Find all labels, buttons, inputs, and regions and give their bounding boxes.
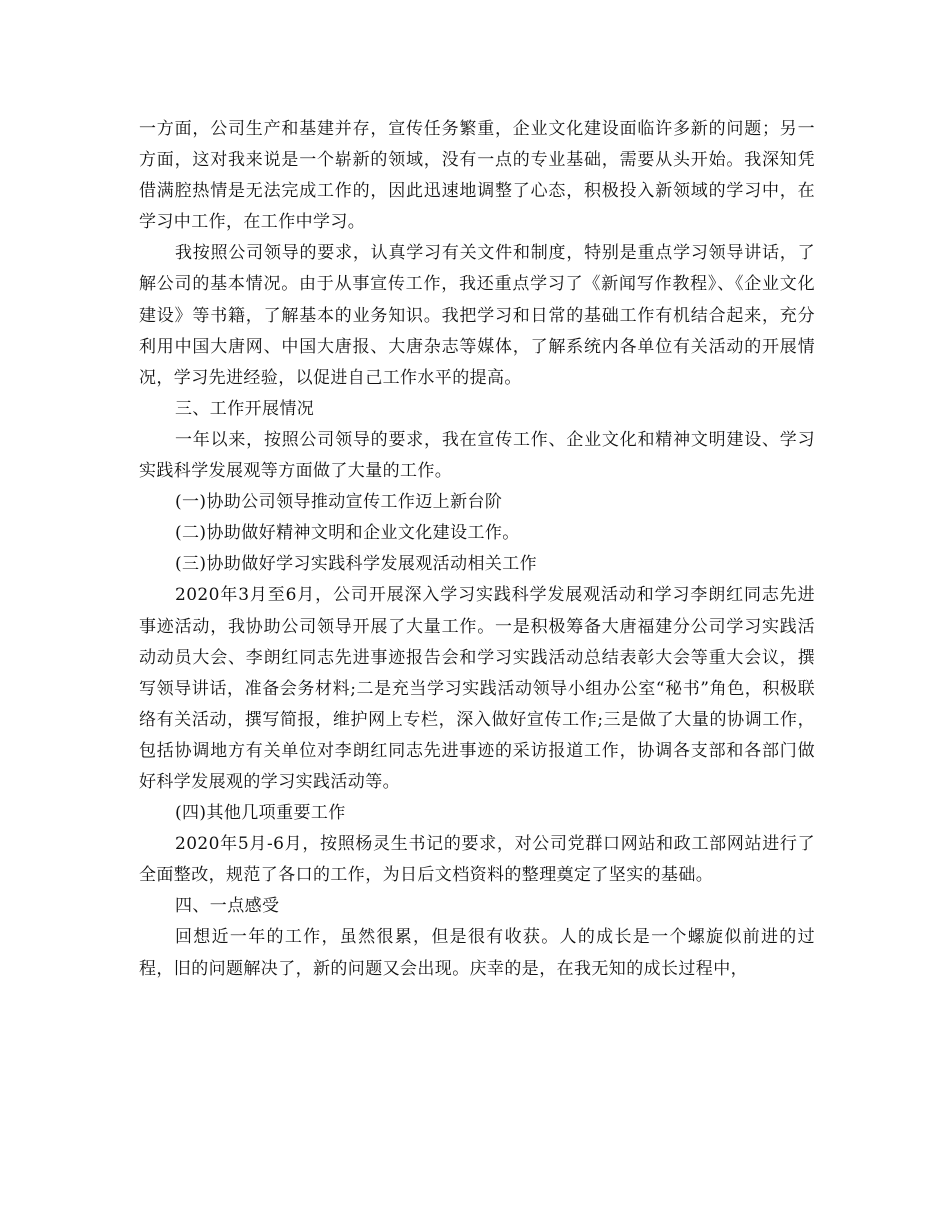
paragraph-intro: 一方面，公司生产和基建并存，宣传任务繁重，企业文化建设面临许多新的问题；另一方面，这对我来说是一个崭新的领域，没有一点的专业基础，需要从头开始。我深知凭借满腔热情是无法完成工作的，因此迅速地调整了心态，积极投入新领域的学习中，在学习中工作，在工作中学习。 (139, 119, 815, 233)
section-heading-reflection: 四、一点感受 (175, 896, 280, 917)
subheading-other-work: (四)其他几项重要工作 (175, 803, 346, 824)
subheading-civilization: (二)协助做好精神文明和企业文化建设工作。 (175, 523, 520, 544)
subheading-publicity: (一)协助公司领导推动宣传工作迈上新台阶 (175, 492, 503, 513)
paragraph-study: 我按照公司领导的要求，认真学习有关文件和制度，特别是重点学习领导讲话，了解公司的基本情况。由于从事宣传工作，我还重点学习了《新闻写作教程》、《企业文化建设》等书籍，了解基本的业务知识。我把学习和日常的基础工作有机结合起来，充分利用中国大唐网、中国大唐报、大唐杂志等媒体，了解系统内各单位有关活动的开展情况，学习先进经验，以促进自己工作水平的提高。 (139, 243, 815, 388)
paragraph-activities-2020-march: 2020年3月至6月，公司开展深入学习实践科学发展观活动和学习李朗红同志先进事迹活动，我协助公司领导开展了大量工作。一是积极筹备大唐福建分公司学习实践活动动员大会、李朗红同志先进事迹报告会和学习实践活动总结表彰大会等重大会议，撰写领导讲话，准备会务材料;二是充当学习实践活动领导小组办公室“秘书”角色，积极联络有关活动，撰写简报，维护网上专栏，深入做好宣传工作;三是做了大量的协调工作，包括协调地方有关单位对李朗红同志先进事迹的采访报道工作，协调各支部和各部门做好科学发展观的学习实践活动等。 (139, 585, 815, 792)
paragraph-website-rectification: 2020年5月-6月，按照杨灵生书记的要求，对公司党群口网站和政工部网站进行了全面整改，规范了各口的工作，为日后文档资料的整理奠定了坚实的基础。 (139, 834, 815, 886)
paragraph-year-summary: 一年以来，按照公司领导的要求，我在宣传工作、企业文化和精神文明建设、学习实践科学发展观等方面做了大量的工作。 (139, 429, 815, 482)
document-body (139, 114, 815, 985)
section-heading-work-progress: 三、工作开展情况 (175, 398, 315, 419)
subheading-scientific-development: (三)协助做好学习实践科学发展观活动相关工作 (175, 554, 538, 575)
paragraph-reflection: 回想近一年的工作，虽然很累，但是很有收获。人的成长是一个螺旋似前进的过程，旧的问题解决了，新的问题又会出现。庆幸的是，在我无知的成长过程中， (139, 927, 815, 979)
